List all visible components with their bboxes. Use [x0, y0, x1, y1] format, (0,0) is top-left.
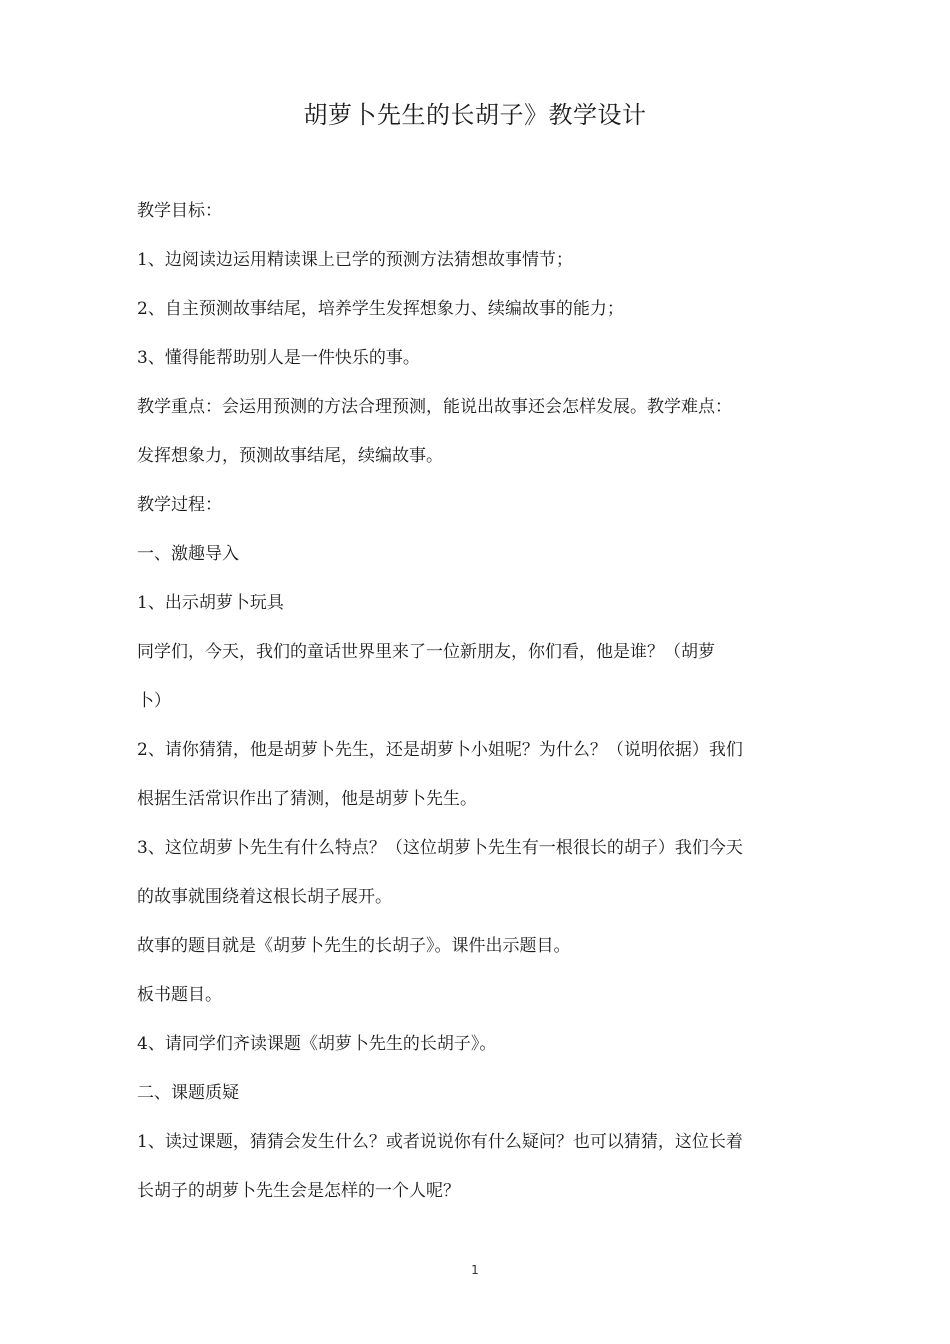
paragraph-line: 4、请同学们齐读课题《胡萝卜先生的长胡子》。: [137, 1034, 497, 1054]
paragraph-line: 教学过程：: [137, 495, 222, 515]
paragraph-line: 2、自主预测故事结尾，培养学生发挥想象力、续编故事的能力；: [137, 299, 624, 319]
paragraph-line: 的故事就围绕着这根长胡子展开。: [137, 887, 392, 907]
paragraph-line: 3、这位胡萝卜先生有什么特点？（这位胡萝卜先生有一根很长的胡子）我们今天: [137, 838, 743, 858]
paragraph-line: 1、出示胡萝卜玩具: [137, 593, 284, 613]
paragraph-line: 3、懂得能帮助别人是一件快乐的事。: [137, 348, 420, 368]
paragraph-line: 长胡子的胡萝卜先生会是怎样的一个人呢？: [137, 1181, 460, 1201]
paragraph-line: 教学重点：会运用预测的方法合理预测，能说出故事还会怎样发展。教学难点：: [137, 397, 732, 417]
paragraph-line: 发挥想象力，预测故事结尾，续编故事。: [137, 446, 443, 466]
paragraph-line: 教学目标：: [137, 201, 222, 221]
section-heading: 一、激趣导入: [137, 544, 239, 564]
section-heading: 二、课题质疑: [137, 1083, 239, 1103]
paragraph-line: 故事的题目就是《胡萝卜先生的长胡子》。课件出示题目。: [137, 936, 571, 956]
document-body: [137, 199, 827, 1228]
paragraph-line: 1、读过课题，猜猜会发生什么？或者说说你有什么疑问？也可以猜猜，这位长着: [137, 1132, 743, 1152]
paragraph-line: 同学们，今天，我们的童话世界里来了一位新朋友，你们看，他是谁？（胡萝: [137, 642, 715, 662]
paragraph-line: 卜）: [137, 691, 171, 711]
paragraph-line: 根据生活常识作出了猜测，他是胡萝卜先生。: [137, 789, 477, 809]
document-title: 胡萝卜先生的长胡子》教学设计: [303, 101, 647, 129]
paragraph-line: 1、边阅读边运用精读课上已学的预测方法猜想故事情节；: [137, 250, 573, 270]
page-number: 1: [471, 1263, 479, 1277]
paragraph-line: 2、请你猜猜，他是胡萝卜先生，还是胡萝卜小姐呢？为什么？（说明依据）我们: [137, 740, 743, 760]
paragraph-line: 板书题目。: [137, 985, 222, 1005]
